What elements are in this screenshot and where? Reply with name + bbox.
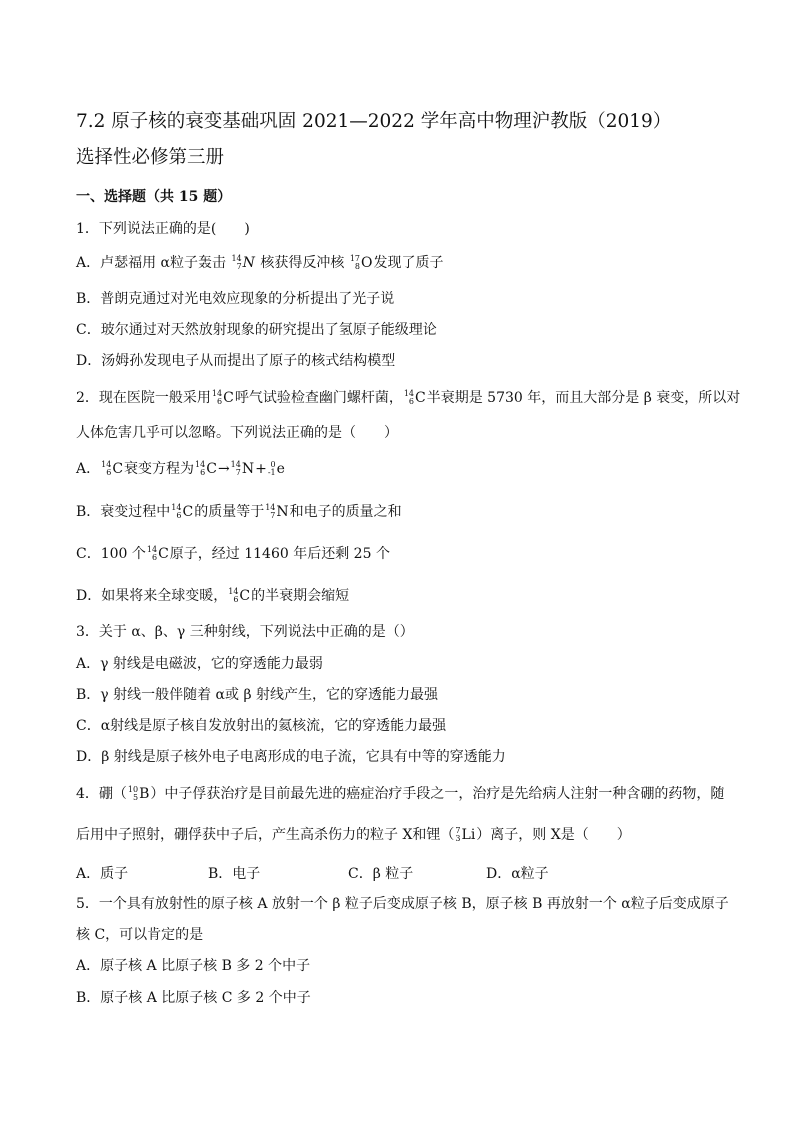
q4-option-c: C．β 粒子	[348, 866, 414, 882]
q4-stem: 4．硼（ 10 5 B）中子俘获治疗是目前最先进的癌症治疗手段之一，治疗是先给病人注射一种含硼的药物，随	[76, 785, 725, 802]
q1-option-d: D．汤姆孙发现电子从而提出了原子的核式结构模型	[76, 353, 396, 369]
q1-stem: 1．下列说法正确的是( )	[76, 221, 250, 237]
q1-a-text: A．卢瑟福用 α粒子轰击	[76, 255, 231, 271]
nuclide-c14: 14 6 C	[403, 389, 426, 406]
section-heading: 一、选择题（共 15 题）	[76, 189, 232, 205]
q4-stem-line-2: 后用中子照射，硼俘获中子后，产生高杀伤力的粒子 X和锂（ 7 3 Li）离子，则 X是（ ）	[76, 826, 631, 843]
title-line-1: 7.2 原子核的衰变基础巩固 2021—2022 学年高中物理沪教版（2019）	[76, 111, 672, 132]
q3-option-c: C．α射线是原子核自发放射出的氦核流，它的穿透能力最强	[76, 718, 447, 734]
q2-option-c: C．100 个 14 6 C原子，经过 11460 年后还剩 25 个	[76, 545, 390, 562]
nuclide-c14: 14 6 C	[195, 460, 217, 477]
q5-option-a: A．原子核 A 比原子核 B 多 2 个中子	[76, 958, 311, 974]
nuclide-b10: 10 5 B	[127, 785, 150, 802]
q4-option-a: A．质子	[76, 866, 129, 882]
q2-option-b: B．衰变过程中 14 6 C的质量等于 14 7 N和电子的质量之和	[76, 503, 402, 520]
nuclide-c14: 14 6 C	[171, 503, 194, 520]
q5-option-b: B．原子核 A 比原子核 C 多 2 个中子	[76, 990, 311, 1006]
q3-option-d: D．β 射线是原子核外电子电离形成的电子流，它具有中等的穿透能力	[76, 749, 506, 765]
q3-option-a: A．γ 射线是电磁波，它的穿透能力最弱	[76, 656, 323, 672]
nuclide-c14: 14 6 C	[101, 460, 124, 477]
nuclide-c14: 14 6 C	[211, 389, 234, 406]
nuclide-li7: 7 3 Li	[455, 826, 476, 843]
q2-stem-line-2: 人体危害几乎可以忽略。下列说法正确的是（ ）	[76, 425, 398, 441]
q2-stem: 2．现在医院一般采用 14 6 C呼气试验检查幽门螺杆菌， 14 6 C半衰期是 5730 年，而且大部分是 β 衰变，所以对	[76, 389, 741, 406]
arrow-symbol: →	[217, 461, 230, 477]
q3-option-b: B．γ 射线一般伴随着 α或 β 射线产生，它的穿透能力最强	[76, 687, 439, 703]
q4-option-d: D．α粒子	[486, 866, 549, 882]
q5-stem: 5．一个具有放射性的原子核 A 放射一个 β 粒子后变成原子核 B，原子核 B 再放射一个 α粒子后变成原子	[76, 896, 729, 912]
nuclide-c14: 14 6 C	[228, 587, 251, 604]
q1-option-a	[76, 254, 443, 272]
q2-option-a: A． 14 6 C衰变方程为 14 6 C→ 14 7 N+ 0 -1 e	[76, 460, 285, 477]
q1-a-text-end: 发现了质子	[373, 255, 444, 271]
q1-option-c: C．玻尔通过对天然放射现象的研究提出了氢原子能级理论	[76, 322, 437, 338]
q1-a-text-mid: 核获得反冲核	[255, 255, 349, 271]
q2-option-d: D．如果将来全球变暖， 14 6 C的半衰期会缩短	[76, 587, 350, 604]
q5-stem-line-2: 核 C，可以肯定的是	[76, 927, 204, 943]
q1-option-b: B．普朗克通过对光电效应现象的分析提出了光子说	[76, 291, 395, 307]
nuclide-n14: 14 7 N	[230, 460, 255, 477]
title-line-2: 选择性必修第三册	[76, 147, 225, 168]
nuclide-n14: 14 7 N	[265, 503, 289, 520]
nuclide-c14: 14 6 C	[146, 545, 169, 562]
nuclide-o17: 17 8 O	[349, 254, 373, 271]
q4-option-b: B．电子	[208, 866, 261, 882]
electron-symbol: 0 -1 e	[267, 460, 285, 477]
page-title	[76, 104, 736, 176]
nuclide-n14: 14 7 N	[231, 254, 255, 271]
q3-stem: 3．关于 α、β、γ 三种射线，下列说法中正确的是（）	[76, 624, 414, 640]
